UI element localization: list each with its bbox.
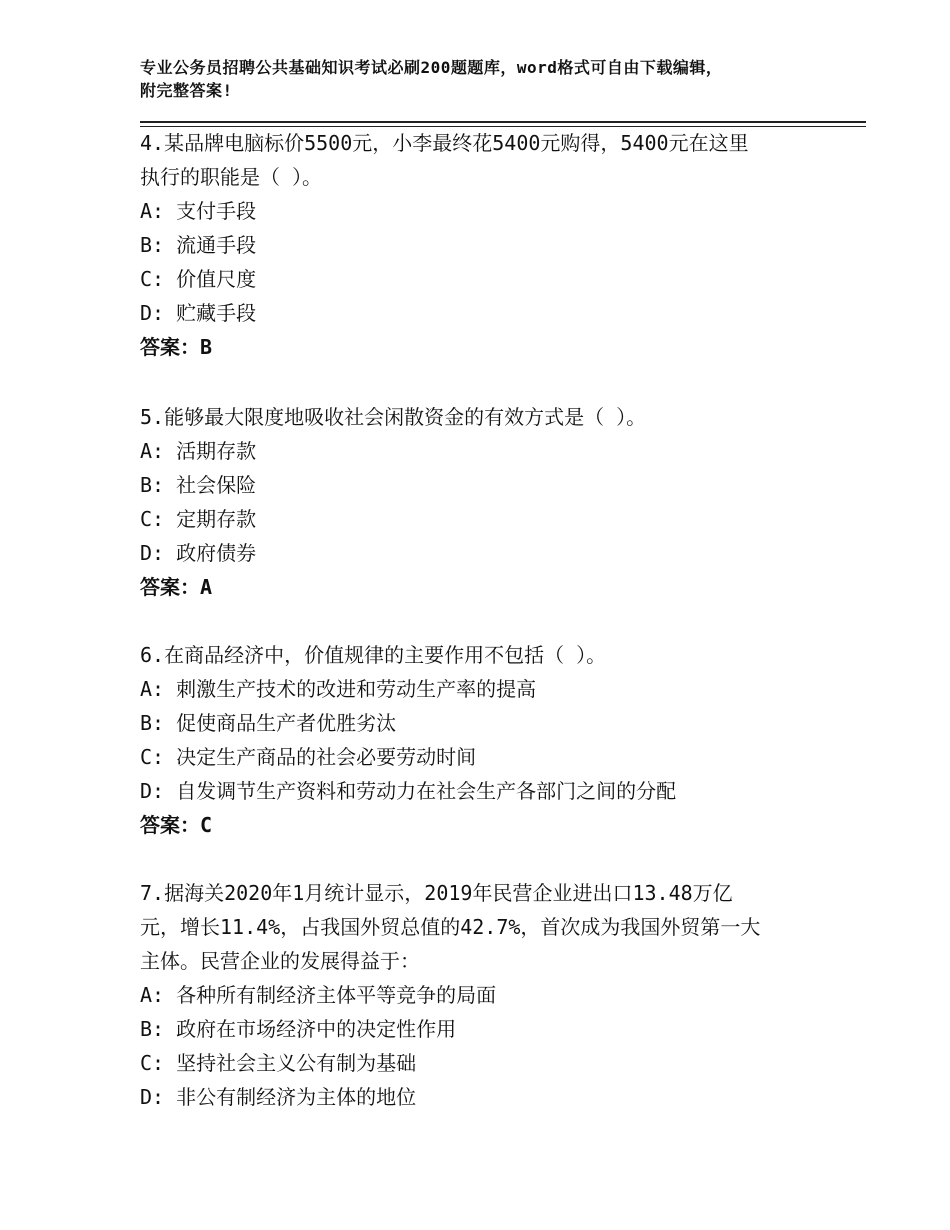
question-stem-line: 6.在商品经济中，价值规律的主要作用不包括（ ）。 [140,643,607,667]
option-d: D: 政府债券 [140,541,257,565]
question-stem-line: 主体。民营企业的发展得益于： [140,949,420,973]
option-c: C: 决定生产商品的社会必要劳动时间 [140,745,477,769]
option-a: A: 各种所有制经济主体平等竞争的局面 [140,983,497,1007]
option-b: B: 社会保险 [140,473,257,497]
header-line-2: 附完整答案! [140,81,233,100]
question-4 [140,126,820,364]
option-b: B: 政府在市场经济中的决定性作用 [140,1017,457,1041]
option-b: B: 促使商品生产者优胜劣汰 [140,711,397,735]
option-c: C: 坚持社会主义公有制为基础 [140,1051,417,1075]
question-stem-line: 5.能够最大限度地吸收社会闲散资金的有效方式是（ ）。 [140,405,647,429]
option-c: C: 定期存款 [140,507,257,531]
answer: 答案：A [140,575,213,599]
question-stem-line: 执行的职能是（ ）。 [140,165,323,189]
header-line-1: 专业公务员招聘公共基础知识考试必刷200题题库，word格式可自由下载编辑， [140,58,723,77]
answer: 答案：C [140,813,213,837]
question-5 [140,400,820,604]
option-a: A: 活期存款 [140,439,257,463]
question-6 [140,638,820,842]
question-stem-line: 4.某品牌电脑标价5500元，小李最终花5400元购得，5400元在这里 [140,131,749,155]
option-d: D: 自发调节生产资料和劳动力在社会生产各部门之间的分配 [140,779,677,803]
option-c: C: 价值尺度 [140,267,257,291]
option-a: A: 支付手段 [140,199,257,223]
question-stem-line: 7.据海关2020年1月统计显示，2019年民营企业进出口13.48万亿 [140,881,733,905]
question-stem-line: 元，增长11.4%，占我国外贸总值的42.7%，首次成为我国外贸第一大 [140,915,761,939]
question-7 [140,876,820,1114]
option-d: D: 贮藏手段 [140,301,257,325]
answer: 答案：B [140,335,213,359]
document-header [140,56,800,102]
option-d: D: 非公有制经济为主体的地位 [140,1085,417,1109]
option-a: A: 刺激生产技术的改进和劳动生产率的提高 [140,677,537,701]
header-divider-thick [140,121,866,123]
option-b: B: 流通手段 [140,233,257,257]
